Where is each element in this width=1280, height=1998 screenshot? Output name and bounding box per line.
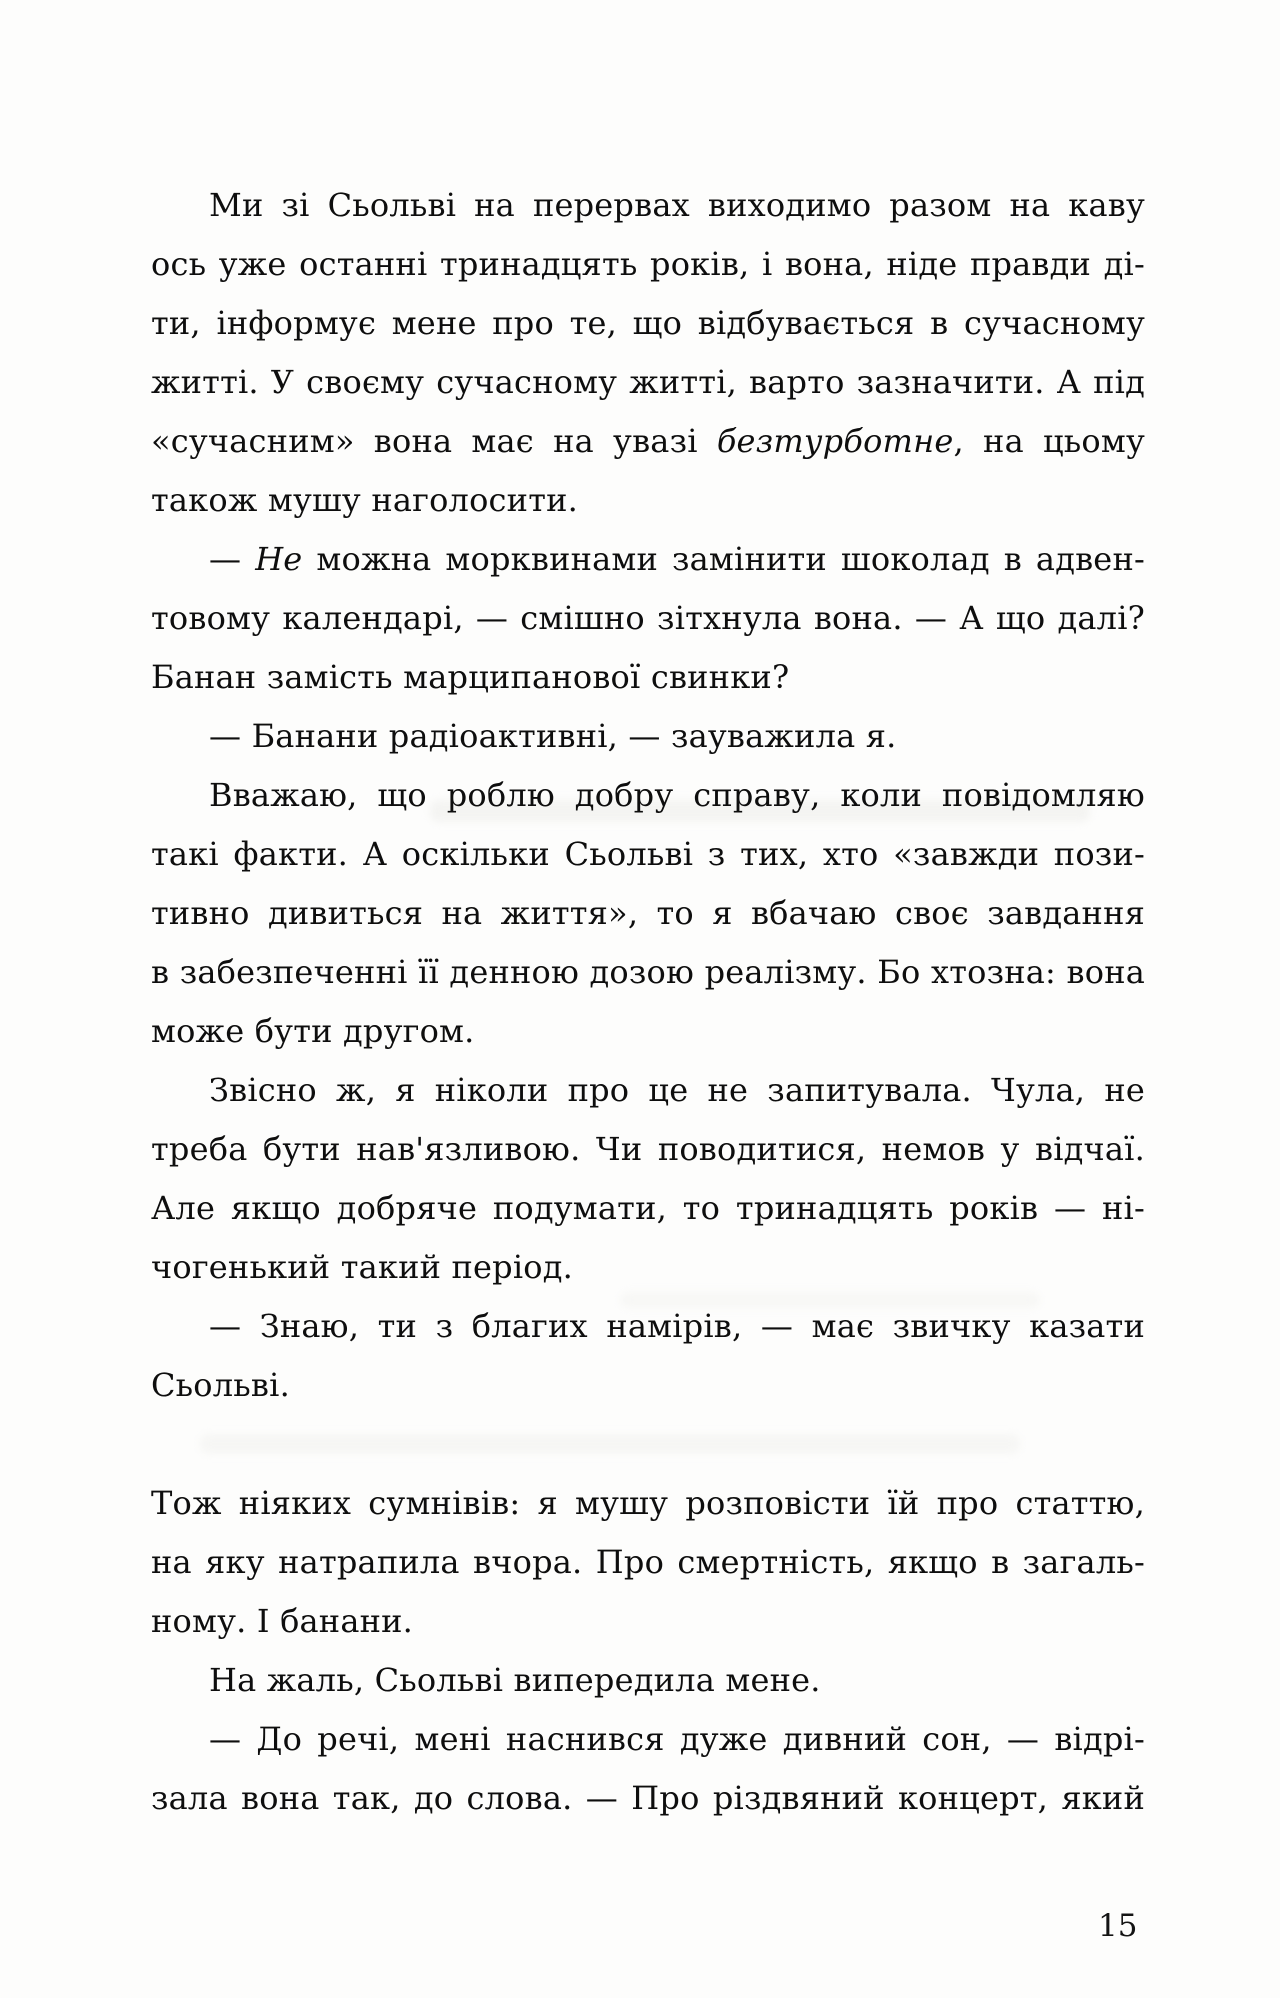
text-line xyxy=(151,943,1145,1002)
text-line xyxy=(151,1061,1145,1120)
text-line xyxy=(151,412,1145,471)
text-line xyxy=(151,1356,1145,1415)
text-line xyxy=(151,1533,1145,1592)
text-segment: на яку натрапила вчора. Про смертність, якщо в загаль- xyxy=(151,1543,1145,1581)
text-segment: Звісно ж, я ніколи про це не запитувала. Чула, не xyxy=(209,1071,1145,1109)
text-segment: товому календарі, — смішно зітхнула вона. — А що далі? xyxy=(151,599,1145,637)
text-segment: , на цьому xyxy=(953,422,1145,460)
text-line xyxy=(151,1710,1145,1769)
text-segment: ось уже останні тринадцять років, і вона, ніде правди ді- xyxy=(151,245,1145,283)
text-segment: Тож ніяких сумнівів: я мушу розповісти їй про статтю, xyxy=(151,1484,1145,1522)
text-line xyxy=(151,1592,1145,1651)
body-text xyxy=(151,176,1145,1828)
text-segment: — Банани радіоактивні, — зауважила я. xyxy=(209,717,897,755)
text-line xyxy=(151,294,1145,353)
text-line xyxy=(151,353,1145,412)
text-segment: Вважаю, що роблю добру справу, коли повідомляю xyxy=(209,776,1145,814)
text-line xyxy=(151,1238,1145,1297)
text-segment: також мушу наголосити. xyxy=(151,481,579,519)
text-segment: — xyxy=(209,540,256,578)
text-line xyxy=(151,235,1145,294)
text-line xyxy=(151,825,1145,884)
text-line xyxy=(151,530,1145,589)
text-segment: чогенький такий період. xyxy=(151,1248,574,1286)
text-segment: такі факти. А оскільки Сьольві з тих, хто «завжди пози- xyxy=(151,835,1145,873)
text-line xyxy=(151,648,1145,707)
page-number: 15 xyxy=(1098,1908,1138,1944)
text-line xyxy=(151,1769,1145,1828)
text-line xyxy=(151,1120,1145,1179)
text-segment: — Знаю, ти з благих намірів, — має звичку казати xyxy=(209,1307,1145,1345)
text-line xyxy=(151,884,1145,943)
text-segment: Сьольві. xyxy=(151,1366,290,1404)
text-segment: в забезпеченні її денною дозою реалізму. Бо хтозна: вона xyxy=(151,953,1145,991)
text-segment: Але якщо добряче подумати, то тринадцять років — ні- xyxy=(151,1189,1145,1227)
italic-text: Не xyxy=(255,540,303,578)
text-segment: тивно дивиться на життя», то я вбачаю своє завдання xyxy=(151,894,1145,932)
text-segment: ти, інформує мене про те, що відбувається в сучасному xyxy=(151,304,1145,342)
text-segment: треба бути нав'язливою. Чи поводитися, немов у відчаї. xyxy=(151,1130,1145,1168)
text-line xyxy=(151,471,1145,530)
text-segment: Банан замість марципанової свинки? xyxy=(151,658,790,696)
text-line xyxy=(151,176,1145,235)
text-segment: може бути другом. xyxy=(151,1012,475,1050)
text-segment: На жаль, Сьольві випередила мене. xyxy=(209,1661,821,1699)
text-segment: ному. І банани. xyxy=(151,1602,414,1640)
text-segment: «сучасним» вона має на увазі xyxy=(151,422,717,460)
text-segment: житті. У своєму сучасному житті, варто зазначити. А під xyxy=(151,363,1145,401)
text-line xyxy=(151,1474,1145,1533)
text-segment: можна морквинами замінити шоколад в адвен- xyxy=(302,540,1145,578)
text-line xyxy=(151,766,1145,825)
text-segment: — До речі, мені наснився дуже дивний сон, — відрі- xyxy=(209,1720,1145,1758)
text-segment: Ми зі Сьольві на перервах виходимо разом на каву xyxy=(209,186,1145,224)
italic-text: безтурботне xyxy=(716,422,954,460)
text-line xyxy=(151,1179,1145,1238)
text-line xyxy=(151,1002,1145,1061)
text-line xyxy=(151,589,1145,648)
blank-line xyxy=(151,1415,1145,1474)
text-line xyxy=(151,707,1145,766)
text-line xyxy=(151,1297,1145,1356)
text-segment: зала вона так, до слова. — Про різдвяний концерт, який xyxy=(151,1779,1145,1817)
text-line xyxy=(151,1651,1145,1710)
